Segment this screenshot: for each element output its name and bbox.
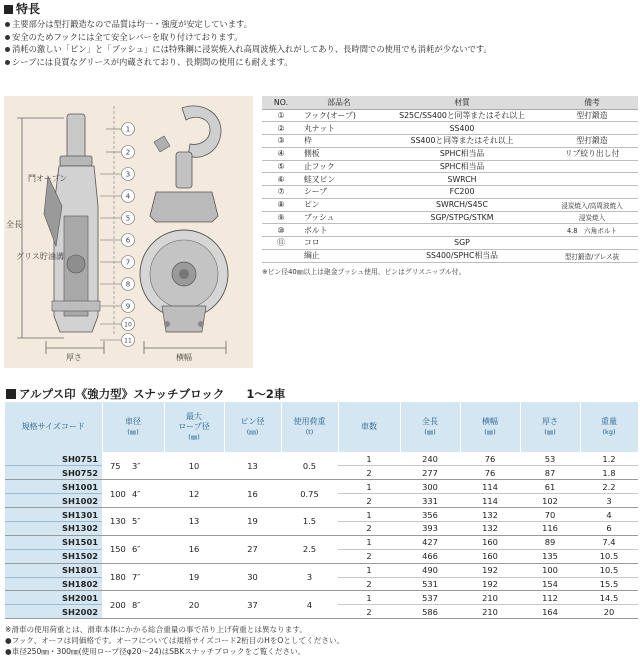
square-bullet-icon bbox=[4, 5, 13, 14]
width-label: 横幅 bbox=[176, 353, 192, 362]
thickness: 70 bbox=[520, 508, 580, 522]
callout-number: 9 bbox=[125, 302, 131, 311]
callout-number: 6 bbox=[125, 236, 131, 245]
thickness-label: 厚さ bbox=[66, 353, 82, 362]
part-name: 止フック bbox=[300, 160, 378, 173]
thickness: 112 bbox=[520, 591, 580, 605]
size-code: SH0752 bbox=[5, 466, 102, 480]
working-load: 3 bbox=[281, 563, 338, 591]
part-no: ⑧ bbox=[262, 198, 300, 211]
max-rope-diameter: 12 bbox=[164, 480, 224, 508]
product-heading bbox=[6, 386, 636, 401]
material-row bbox=[262, 135, 638, 148]
working-load: 0.75 bbox=[281, 480, 338, 508]
part-name: 綱止 bbox=[300, 249, 378, 262]
working-load: 2.5 bbox=[281, 535, 338, 563]
spec-section bbox=[5, 402, 638, 619]
material: S25C/SS400と同等またはそれ以上 bbox=[378, 109, 546, 122]
max-rope-diameter: 20 bbox=[164, 591, 224, 619]
features-heading bbox=[4, 2, 634, 16]
material-row bbox=[262, 224, 638, 237]
width: 76 bbox=[460, 452, 520, 466]
note bbox=[546, 186, 638, 199]
col-weight-unit: (kg) bbox=[602, 428, 616, 436]
wheel-count: 1 bbox=[338, 480, 400, 494]
hook-open-label: 鬥オープン bbox=[28, 174, 68, 183]
col-weight bbox=[580, 402, 638, 452]
callout-number: 3 bbox=[125, 170, 131, 179]
part-no: ⑦ bbox=[262, 186, 300, 199]
spec-row bbox=[5, 535, 638, 549]
col-load-label: 使用荷重 bbox=[293, 417, 326, 426]
width: 160 bbox=[460, 535, 520, 549]
width: 192 bbox=[460, 563, 520, 577]
sheave-inch: 4″ bbox=[132, 488, 141, 499]
materials-footnote: ※ピン径40㎜以上は砲金ブッシュ使用、ピンはグリスニップル付。 bbox=[262, 267, 466, 276]
wheel-count: 2 bbox=[338, 494, 400, 508]
material: SS400/SPHC相当品 bbox=[378, 249, 546, 262]
working-load: 0.5 bbox=[281, 452, 338, 480]
part-no: ⑥ bbox=[262, 173, 300, 186]
spec-row bbox=[5, 480, 638, 494]
size-code: SH1301 bbox=[5, 508, 102, 522]
note bbox=[546, 173, 638, 186]
feature-item: シーブには良質なグリースが内蔵されており、長期間の使用にも耐えます。 bbox=[4, 56, 634, 69]
material: SPHC相当品 bbox=[378, 147, 546, 160]
size-code: SH1002 bbox=[5, 494, 102, 508]
col-rope-unit: (㎜) bbox=[188, 433, 200, 441]
material: FC200 bbox=[378, 186, 546, 199]
footnote: ●車径250㎜・300㎜(使用ロープ径φ20〜24)はSBKスナッチブロックをご覧ください。 bbox=[5, 646, 306, 656]
pin-diameter: 19 bbox=[224, 508, 281, 536]
note: 型打鍛造/プレス抜 bbox=[546, 249, 638, 262]
part-no: ① bbox=[262, 109, 300, 122]
wheel-count: 2 bbox=[338, 549, 400, 563]
features-list bbox=[4, 18, 634, 68]
width: 114 bbox=[460, 494, 520, 508]
total-length: 356 bbox=[400, 508, 460, 522]
total-length: 427 bbox=[400, 535, 460, 549]
total-length: 240 bbox=[400, 452, 460, 466]
callout-number: 8 bbox=[125, 280, 131, 289]
callout-number: 4 bbox=[125, 192, 131, 201]
part-name: ピン bbox=[300, 198, 378, 211]
part-no bbox=[262, 249, 300, 262]
callout-leaders bbox=[100, 129, 121, 340]
wheel-count: 2 bbox=[338, 577, 400, 591]
spec-row bbox=[5, 563, 638, 577]
part-name: フック(オープ) bbox=[300, 109, 378, 122]
grease-groove-label: グリス貯油溝 bbox=[16, 252, 64, 261]
sheave-diameter bbox=[102, 508, 164, 536]
total-length: 466 bbox=[400, 549, 460, 563]
note bbox=[546, 237, 638, 250]
total-length: 531 bbox=[400, 577, 460, 591]
material-row bbox=[262, 147, 638, 160]
callout-number: 1 bbox=[125, 125, 131, 134]
materials-header-row bbox=[262, 96, 638, 109]
weight: 14.5 bbox=[580, 591, 638, 605]
callout-number: 11 bbox=[124, 337, 132, 345]
weight: 4 bbox=[580, 508, 638, 522]
col-width bbox=[460, 402, 520, 452]
max-rope-diameter: 16 bbox=[164, 535, 224, 563]
col-thick-label: 厚さ bbox=[542, 417, 558, 426]
thickness: 164 bbox=[520, 605, 580, 619]
sheave-mm: 200 bbox=[110, 599, 126, 610]
part-name: コロ bbox=[300, 237, 378, 250]
weight: 10.5 bbox=[580, 563, 638, 577]
material-row bbox=[262, 160, 638, 173]
size-code: SH1302 bbox=[5, 521, 102, 535]
col-code bbox=[5, 402, 102, 452]
width: 132 bbox=[460, 508, 520, 522]
col-wheels-label: 車数 bbox=[361, 422, 377, 431]
sheave-mm: 130 bbox=[110, 516, 126, 527]
wheel-count: 1 bbox=[338, 508, 400, 522]
note: リブ絞り出し付 bbox=[546, 147, 638, 160]
width: 192 bbox=[460, 577, 520, 591]
weight: 3 bbox=[580, 494, 638, 508]
pin-diameter: 37 bbox=[224, 591, 281, 619]
col-thick-unit: (㎜) bbox=[544, 428, 556, 436]
max-rope-diameter: 19 bbox=[164, 563, 224, 591]
features-title: 特長 bbox=[16, 2, 41, 16]
footnote: ※滑車の使用荷重とは、滑車本体にかかる総合重量の事で吊り上げ荷重とは異なります。 bbox=[5, 625, 307, 634]
wheel-count: 2 bbox=[338, 521, 400, 535]
material: SS400と同等またはそれ以上 bbox=[378, 135, 546, 148]
width: 132 bbox=[460, 521, 520, 535]
total-length: 300 bbox=[400, 480, 460, 494]
col-length-unit: (㎜) bbox=[424, 428, 436, 436]
note: 型打鍛造 bbox=[546, 109, 638, 122]
thickness: 116 bbox=[520, 521, 580, 535]
thickness: 53 bbox=[520, 452, 580, 466]
total-length: 331 bbox=[400, 494, 460, 508]
material: SGP bbox=[378, 237, 546, 250]
part-no: ⑨ bbox=[262, 211, 300, 224]
col-note: 備考 bbox=[546, 96, 638, 109]
width: 160 bbox=[460, 549, 520, 563]
sheave-diameter bbox=[102, 452, 164, 480]
pin-diameter: 16 bbox=[224, 480, 281, 508]
col-sheave bbox=[102, 402, 164, 452]
weight: 10.5 bbox=[580, 549, 638, 563]
col-wheels bbox=[338, 402, 400, 452]
col-weight-label: 重量 bbox=[601, 417, 617, 426]
wheel-count: 1 bbox=[338, 452, 400, 466]
total-length: 586 bbox=[400, 605, 460, 619]
col-load-unit: (t) bbox=[305, 428, 314, 436]
sheave-diameter bbox=[102, 563, 164, 591]
thickness: 102 bbox=[520, 494, 580, 508]
callout-number: 7 bbox=[125, 258, 131, 267]
pin-diameter: 27 bbox=[224, 535, 281, 563]
width: 210 bbox=[460, 591, 520, 605]
col-thick bbox=[520, 402, 580, 452]
part-name: 側板 bbox=[300, 147, 378, 160]
features-section bbox=[4, 2, 634, 68]
product-title: アルプス印《強力型》スナッチブロック bbox=[19, 386, 225, 401]
spec-row bbox=[5, 508, 638, 522]
sheave-inch: 7″ bbox=[132, 572, 141, 583]
col-sheave-unit: (㎜) bbox=[127, 428, 139, 436]
size-code: SH1801 bbox=[5, 563, 102, 577]
material: SWRCH/S45C bbox=[378, 198, 546, 211]
col-load bbox=[281, 402, 338, 452]
callout-number: 2 bbox=[125, 148, 131, 157]
col-no: NO. bbox=[262, 96, 300, 109]
sheave-diameter bbox=[102, 535, 164, 563]
note: 浸炭焼入/高周波焼入 bbox=[546, 198, 638, 211]
sheave-diameter bbox=[102, 480, 164, 508]
materials-section bbox=[262, 96, 638, 276]
weight: 1.2 bbox=[580, 452, 638, 466]
col-rope-label: 最大 ロープ径 bbox=[178, 412, 210, 431]
total-length: 490 bbox=[400, 563, 460, 577]
note: 型打鍛造 bbox=[546, 135, 638, 148]
sheave-mm: 180 bbox=[110, 572, 126, 583]
material-row bbox=[262, 109, 638, 122]
col-width-unit: (㎜) bbox=[484, 428, 496, 436]
total-length: 277 bbox=[400, 466, 460, 480]
weight: 2.2 bbox=[580, 480, 638, 494]
size-code: SH1502 bbox=[5, 549, 102, 563]
sheave-inch: 6″ bbox=[132, 544, 141, 555]
feature-item: 消耗の激しい「ピン」と「ブッシュ」には特殊鋼に浸炭焼入れ高周波焼入れがしてあり、長時間での使用でも消耗が少ないです。 bbox=[4, 43, 634, 56]
col-rope bbox=[164, 402, 224, 452]
col-length bbox=[400, 402, 460, 452]
width: 76 bbox=[460, 466, 520, 480]
thickness: 87 bbox=[520, 466, 580, 480]
snatch-block-diagram bbox=[4, 96, 253, 368]
col-pin bbox=[224, 402, 281, 452]
spec-table bbox=[5, 402, 639, 619]
col-material: 材質 bbox=[378, 96, 546, 109]
col-code-label: 規格サイズコード bbox=[21, 422, 85, 431]
sheave-inch: 8″ bbox=[132, 599, 141, 610]
material-row bbox=[262, 211, 638, 224]
side-view bbox=[44, 114, 100, 332]
part-name: ボルト bbox=[300, 224, 378, 237]
front-view bbox=[140, 106, 228, 332]
pin-diameter: 30 bbox=[224, 563, 281, 591]
spec-body bbox=[5, 452, 638, 619]
size-code: SH2002 bbox=[5, 605, 102, 619]
part-name: シーブ bbox=[300, 186, 378, 199]
size-code: SH1001 bbox=[5, 480, 102, 494]
thickness: 89 bbox=[520, 535, 580, 549]
part-no: ⑤ bbox=[262, 160, 300, 173]
material: SPHC相当品 bbox=[378, 160, 546, 173]
sheave-mm: 75 bbox=[110, 460, 121, 471]
note bbox=[546, 160, 638, 173]
max-rope-diameter: 10 bbox=[164, 452, 224, 480]
total-length: 393 bbox=[400, 521, 460, 535]
thickness: 100 bbox=[520, 563, 580, 577]
product-subtitle: 1〜2車 bbox=[246, 386, 286, 401]
width: 210 bbox=[460, 605, 520, 619]
material-row bbox=[262, 198, 638, 211]
spec-row bbox=[5, 591, 638, 605]
spec-header-row bbox=[5, 402, 638, 452]
col-length-label: 全長 bbox=[422, 417, 438, 426]
part-name: 丸ナット bbox=[300, 122, 378, 135]
weight: 6 bbox=[580, 521, 638, 535]
working-load: 1.5 bbox=[281, 508, 338, 536]
weight: 1.8 bbox=[580, 466, 638, 480]
part-no: ④ bbox=[262, 147, 300, 160]
part-no: ② bbox=[262, 122, 300, 135]
size-code: SH0751 bbox=[5, 452, 102, 466]
sheave-mm: 150 bbox=[110, 544, 126, 555]
pin-diameter: 13 bbox=[224, 452, 281, 480]
max-rope-diameter: 13 bbox=[164, 508, 224, 536]
total-length-label: 全長 bbox=[6, 220, 22, 229]
material bbox=[378, 224, 546, 237]
sheave-inch: 5″ bbox=[132, 516, 141, 527]
col-sheave-label: 車径 bbox=[125, 417, 141, 426]
material: SS400 bbox=[378, 122, 546, 135]
material: SGP/STPG/STKM bbox=[378, 211, 546, 224]
snatch-block-illustration bbox=[4, 96, 253, 368]
total-length: 537 bbox=[400, 591, 460, 605]
note bbox=[546, 122, 638, 135]
note: 4.8 六角ボルト bbox=[546, 224, 638, 237]
thickness: 135 bbox=[520, 549, 580, 563]
thickness: 61 bbox=[520, 480, 580, 494]
weight: 20 bbox=[580, 605, 638, 619]
sheave-diameter bbox=[102, 591, 164, 619]
width: 114 bbox=[460, 480, 520, 494]
part-no: ⑩ bbox=[262, 224, 300, 237]
material: SWRCH bbox=[378, 173, 546, 186]
feature-item: 安全のためフックには全て安全レバーを取り付けております。 bbox=[4, 31, 634, 44]
feature-item: 主要部分は型打鍛造なので品質は均一・強度が安定しています。 bbox=[4, 18, 634, 31]
size-code: SH1802 bbox=[5, 577, 102, 591]
spec-row bbox=[5, 452, 638, 466]
material-row bbox=[262, 237, 638, 250]
note: 浸炭焼入 bbox=[546, 211, 638, 224]
col-pin-label: ピン径 bbox=[240, 417, 265, 426]
material-row bbox=[262, 122, 638, 135]
weight: 7.4 bbox=[580, 535, 638, 549]
col-width-label: 横幅 bbox=[482, 417, 498, 426]
wheel-count: 1 bbox=[338, 591, 400, 605]
col-pin-unit: (㎜) bbox=[246, 428, 259, 436]
part-name: ブッシュ bbox=[300, 211, 378, 224]
wheel-count: 2 bbox=[338, 605, 400, 619]
sheave-inch: 3″ bbox=[132, 460, 141, 471]
part-name: 枠 bbox=[300, 135, 378, 148]
weight: 15.5 bbox=[580, 577, 638, 591]
size-code: SH1501 bbox=[5, 535, 102, 549]
wheel-count: 1 bbox=[338, 535, 400, 549]
materials-table bbox=[262, 96, 638, 263]
footnote: ●フック、オーフは同価格です。オーフについては規格サイズコード2桁目のHをOとしてください。 bbox=[5, 635, 345, 645]
part-no: ⑪ bbox=[262, 237, 300, 250]
callout-number: 10 bbox=[124, 321, 132, 329]
material-row bbox=[262, 186, 638, 199]
wheel-count: 2 bbox=[338, 466, 400, 480]
size-code: SH2001 bbox=[5, 591, 102, 605]
wheel-count: 1 bbox=[338, 563, 400, 577]
thickness: 154 bbox=[520, 577, 580, 591]
material-row bbox=[262, 173, 638, 186]
sheave-mm: 100 bbox=[110, 488, 126, 499]
square-bullet-icon bbox=[6, 389, 16, 399]
footnotes bbox=[5, 625, 638, 657]
working-load: 4 bbox=[281, 591, 338, 619]
part-name: 蛙又ピン bbox=[300, 173, 378, 186]
col-part: 部品名 bbox=[300, 96, 378, 109]
callout-number: 5 bbox=[125, 214, 131, 223]
part-no: ③ bbox=[262, 135, 300, 148]
material-row bbox=[262, 249, 638, 262]
